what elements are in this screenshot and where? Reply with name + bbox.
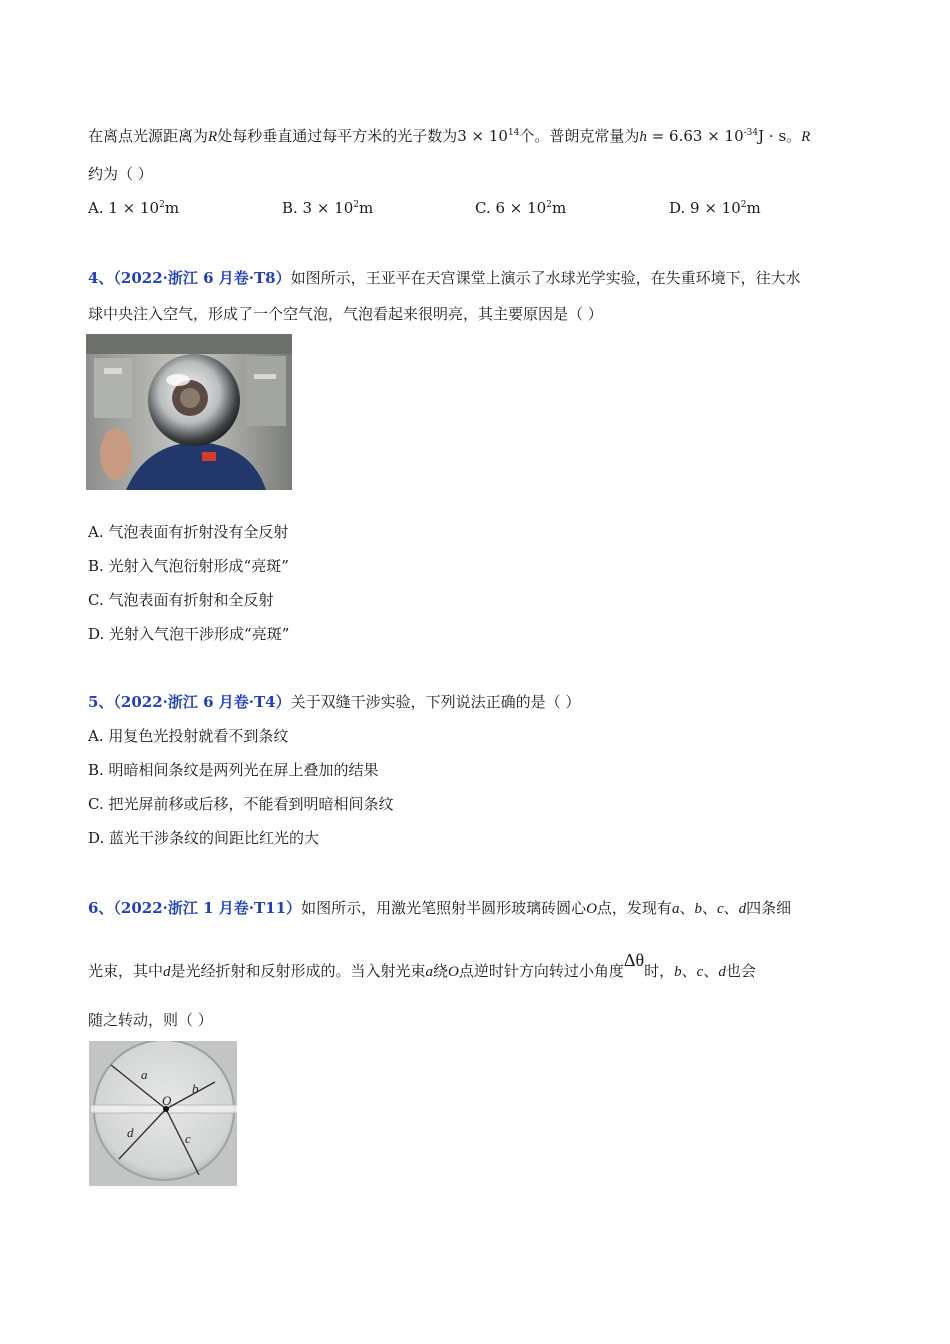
q5-heading: 5、（2022·浙江 6 月卷·T4） <box>88 693 291 711</box>
fig-label-d: d <box>127 1125 134 1140</box>
fig-label-c: c <box>185 1131 191 1146</box>
q4-option-d[interactable]: D. 光射入气泡干涉形成“亮斑” <box>88 625 290 643</box>
q4-heading: 4、（2022·浙江 6 月卷·T8） <box>88 269 291 287</box>
q4-option-c[interactable]: C. 气泡表面有折射和全反射 <box>88 591 274 609</box>
q3-option-a[interactable]: A. $1 \times 10^2m$ <box>88 199 180 217</box>
q3-option-c[interactable]: C. $6 \times 10^2m$ <box>475 199 567 217</box>
fig-label-b: b <box>192 1081 199 1096</box>
q4-line2: 球中央注入空气，形成了一个空气泡，气泡看起来很明亮，其主要原因是（ ） <box>88 305 603 323</box>
q3-option-d[interactable]: D. $9 \times 10^2m$ <box>669 199 761 217</box>
glass-brick-photo <box>89 1041 237 1186</box>
fig-label-a: a <box>141 1067 148 1082</box>
q4-line1: 4、（2022·浙江 6 月卷·T8）如图所示，王亚平在天宫课堂上演示了水球光学实验，在失重环境下，往大水 <box>88 269 801 287</box>
q5-option-b[interactable]: B. 明暗相间条纹是两列光在屏上叠加的结果 <box>88 761 379 779</box>
q5-option-d[interactable]: D. 蓝光干涉条纹的间距比红光的大 <box>88 829 320 847</box>
q4-option-b[interactable]: B. 光射入气泡衍射形成“亮斑” <box>88 557 289 575</box>
q5-option-c[interactable]: C. 把光屏前移或后移，不能看到明暗相间条纹 <box>88 795 394 813</box>
fig-label-o: O <box>162 1093 172 1108</box>
q4-option-a[interactable]: A. 气泡表面有折射没有全反射 <box>88 523 289 541</box>
q3-option-b[interactable]: B. $3 \times 10^2m$ <box>282 199 374 217</box>
water-ball-photo <box>86 334 292 490</box>
q6-heading: 6、（2022·浙江 1 月卷·T11） <box>88 899 302 917</box>
q6-line1: 6、（2022·浙江 1 月卷·T11）如图所示，用激光笔照射半圆形玻璃砖圆心O点，发现有a、b、c、d四条细 <box>88 899 792 917</box>
q6-line2: 光束，其中d是光经折射和反射形成的。当入射光束a绕O点逆时针方向转过小角度Δθ时，b、c、d也会 <box>88 950 756 980</box>
q3-line2: 约为（ ） <box>88 165 153 183</box>
q3-line1: 在离点光源距离为R处每秒垂直通过每平方米的光子数为$3 \times 10^{14}$个。普朗克常量为$h = 6.63 \times 10^{-34}J \cdot s$。R <box>88 127 811 145</box>
q6-line3: 随之转动，则（ ） <box>88 1011 213 1029</box>
q5-line1: 5、（2022·浙江 6 月卷·T4）关于双缝干涉实验，下列说法正确的是（ ） <box>88 693 581 711</box>
delta-theta-symbol: Δθ <box>623 950 645 970</box>
q5-option-a[interactable]: A. 用复色光投射就看不到条纹 <box>88 727 289 745</box>
